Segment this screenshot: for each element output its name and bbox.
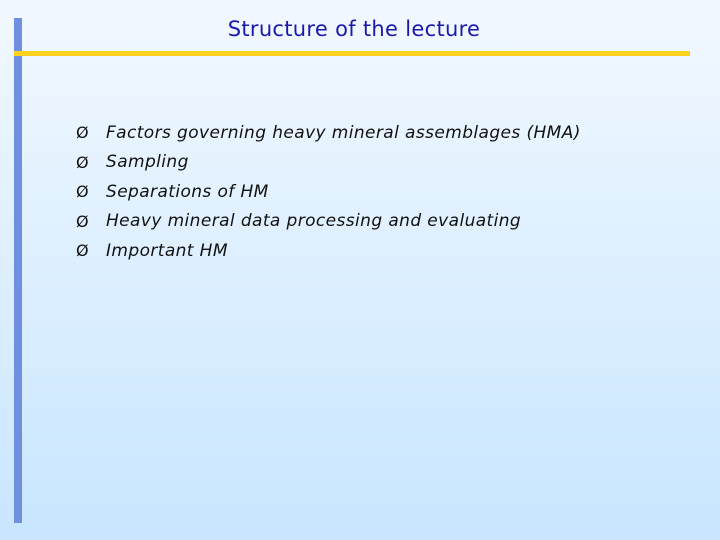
bullet-text: Separations of HM — [106, 181, 269, 202]
left-accent-bar — [14, 18, 22, 523]
bullet-arrow-icon: Ø — [76, 182, 89, 202]
slide-title: Structure of the lecture — [227, 17, 481, 41]
bullet-text: Sampling — [106, 152, 189, 173]
bullet-list — [76, 118, 581, 266]
title-underline-rule — [14, 51, 690, 56]
bullet-arrow-icon: Ø — [76, 211, 89, 231]
bullet-item — [76, 118, 581, 148]
bullet-text: Important HM — [106, 240, 228, 261]
bullet-arrow-icon: Ø — [76, 241, 89, 261]
bullet-text: Factors governing heavy mineral assemblages (HMA) — [106, 122, 581, 143]
bullet-item — [76, 236, 581, 266]
bullet-arrow-icon: Ø — [76, 123, 89, 143]
bullet-item — [76, 148, 581, 178]
bullet-arrow-icon: Ø — [76, 152, 89, 172]
bullet-text: Heavy mineral data processing and evaluating — [106, 211, 522, 232]
bullet-item — [76, 177, 581, 207]
bullet-item — [76, 207, 581, 237]
